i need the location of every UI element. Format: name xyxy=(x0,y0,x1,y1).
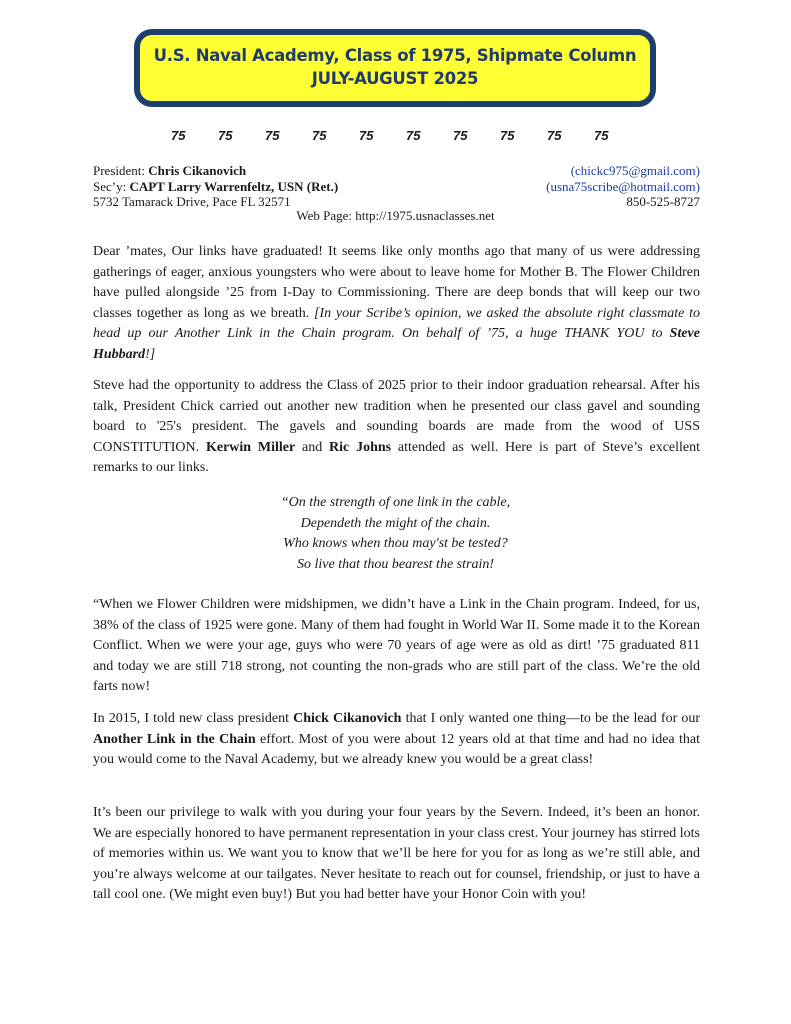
class-year-mark: 75 xyxy=(547,128,562,143)
class-year-mark: 75 xyxy=(500,128,515,143)
secretary-email[interactable]: (usna75scribe@hotmail.com) xyxy=(546,179,700,194)
banner-date: JULY-AUGUST 2025 xyxy=(311,69,479,88)
class-year-mark: 75 xyxy=(406,128,421,143)
poem-block xyxy=(0,493,791,575)
paragraph-intro xyxy=(93,242,700,365)
mailing-address: 5732 Tamarack Drive, Pace FL 32571 xyxy=(93,194,291,209)
president-name: Chris Cikanovich xyxy=(148,163,247,178)
steve-hubbard-name: Steve Hubbard xyxy=(93,326,700,362)
president-email[interactable]: (chickc975@gmail.com) xyxy=(570,163,700,178)
secretary-name: CAPT Larry Warrenfeltz, USN (Ret.) xyxy=(129,179,339,194)
class-year-mark: 75 xyxy=(265,128,280,143)
p4-text-a: In 2015, I told new class president xyxy=(93,711,294,726)
banner-title: U.S. Naval Academy, Class of 1975, Shipmate Column xyxy=(153,46,637,65)
class-year-mark: 75 xyxy=(171,128,186,143)
paragraph-flower-children: “When we Flower Children were midshipmen, we didn’t have a Link in the Chain program. Indeed, for us, 38% of the class of 1925 were gone. Many of them had fought in World War II. Some made it to the Korean Conflict. When we were your age, guys who were 70 years of age were as old as dirt! ’75 graduated 811 and today we are still 718 strong, not counting the non-grads who are still part of the class. We’re the old farts now! xyxy=(93,597,700,694)
p4-text-d: effort. Most of you were about 12 years old at that time and had no idea that you would come to the Naval Academy, but we already knew you would be a great class! xyxy=(93,731,701,767)
poem-line: Who knows when thou may'st be tested? xyxy=(283,536,508,551)
secretary-line xyxy=(93,179,700,195)
class-year-mark: 75 xyxy=(359,128,374,143)
ric-johns-name: Ric Johns xyxy=(329,439,392,455)
steve-text-d: attended as well. Here is part of Steve’s excellent remarks to our links. xyxy=(93,439,701,475)
p4-text-c: that I only wanted one thing—to be the lead for our xyxy=(401,711,700,726)
class-year-row xyxy=(171,128,631,148)
poem-line: So live that thou bearest the strain! xyxy=(296,556,494,572)
column-title-banner xyxy=(134,29,656,107)
steve-text-c: and xyxy=(295,439,330,455)
poem-line: “On the strength of one link in the cable, xyxy=(280,495,511,510)
class-year-mark: 75 xyxy=(453,128,468,143)
web-page-link[interactable]: Web Page: http://1975.usnaclasses.net xyxy=(296,208,495,223)
steve-text-a: Steve had the opportunity to address the Class of 2025 prior to their indoor graduation rehearsal. After his talk, President Chick carried out another new tradition when he presented our class gavel and sounding board to '25's president. The gavels and sounding boards are made from the wood of USS CONSTITUTION. xyxy=(93,378,700,455)
intro-text: Dear ’mates, Our links have graduated! It seems like only months ago that many of us were addressing gatherings of eager, anxious youngsters who were about to leave home for Mother B. The Flower Children have pulled alongside ’25 from I-Day to Commissioning. There are deep bonds that will keep our two classes together as long as we breath. xyxy=(93,244,700,321)
class-year-mark: 75 xyxy=(594,128,609,143)
paragraph-steve xyxy=(93,376,700,479)
class-year-mark: 75 xyxy=(218,128,233,143)
poem-line: Dependeth the might of the chain. xyxy=(300,515,491,531)
kerwin-miller-name: Kerwin Miller xyxy=(205,439,296,455)
president-line xyxy=(93,163,700,179)
intro-italic-text: [In your Scribe’s opinion, we asked the absolute right classmate to head up our Another Link in the Chain program. On behalf of ’75, a huge THANK YOU to xyxy=(93,305,701,341)
president-label: President: xyxy=(93,163,149,178)
chick-cikanovich-name: Chick Cikanovich xyxy=(293,711,402,726)
intro-italic-end: !] xyxy=(145,346,156,362)
paragraph-2015 xyxy=(93,709,700,771)
paragraph-privilege: It’s been our privilege to walk with you during your four years by the Severn. Indeed, it’s been an honor. We are especially honored to have permanent representation in your class crest. Your journey has stirred lots of memories within us. We want you to know that we’ll be here for you for as long as we’re still able, and you’re always welcome at our tailgates. Never hesitate to reach out for counsel, friendship, or just to have a tall cool one. (We might even buy!) But you had better have your Honor Coin with you! xyxy=(93,805,700,902)
class-year-mark: 75 xyxy=(312,128,327,143)
secretary-label: Sec’y: xyxy=(93,179,130,194)
phone-number: 850-525-8727 xyxy=(626,194,700,209)
another-link-program-name: Another Link in the Chain xyxy=(93,731,256,747)
